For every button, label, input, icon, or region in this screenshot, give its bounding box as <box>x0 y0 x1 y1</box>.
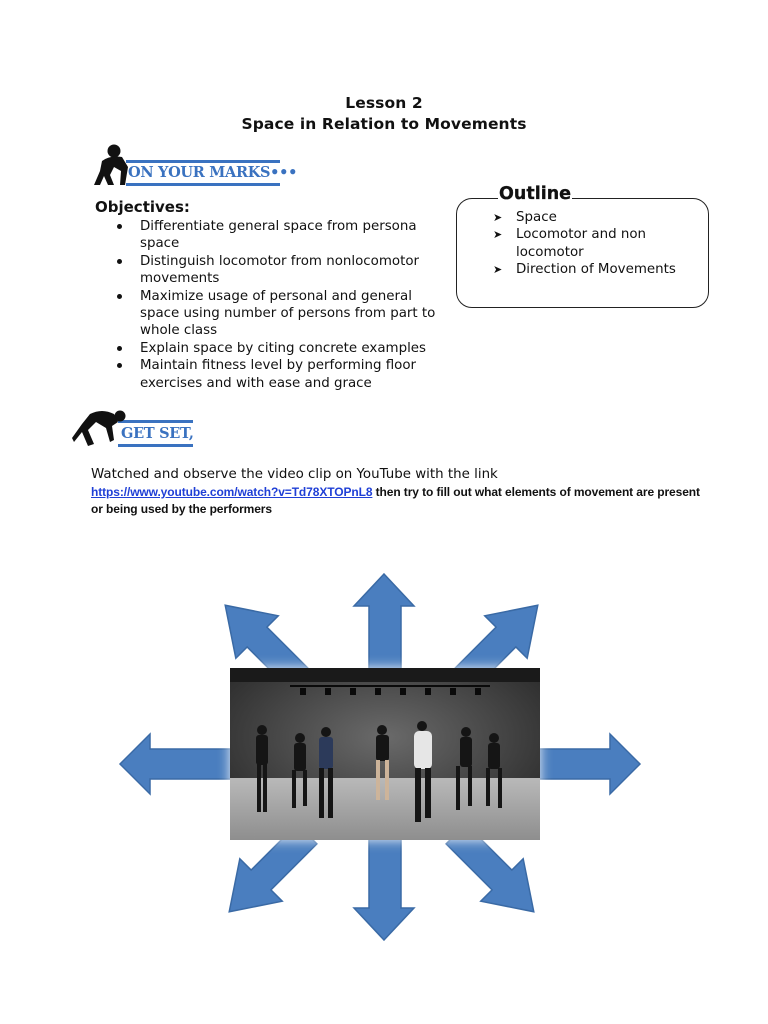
outline-item: ➤ Locomotor and non locomotor <box>493 227 647 260</box>
activity-intro: Watched and observe the video clip on YouTube with the link <box>91 467 498 482</box>
lesson-title: Space in Relation to Movements <box>241 115 527 133</box>
objective-item: Maintain fitness level by performing floor exercises and with ease and grace <box>112 357 442 392</box>
objective-item: Differentiate general space from persona space <box>112 218 442 253</box>
get-set-banner <box>72 406 196 450</box>
objectives-heading: Objectives: <box>95 198 190 216</box>
youtube-link[interactable]: https://www.youtube.com/watch?v=Td78XTOPnL8 <box>91 485 373 499</box>
arrow-right-icon <box>524 734 640 794</box>
get-set-label: GET SET, <box>121 425 194 442</box>
outline-list <box>493 209 703 279</box>
activity-rest-text: then try to fill out what elements of movement are present or being used by the performers <box>91 485 700 516</box>
arrow-up-icon <box>354 574 414 681</box>
arrow-down-icon <box>354 834 414 940</box>
arrowhead-bullet-icon: ➤ <box>493 211 503 224</box>
on-your-marks-label: ON YOUR MARKS••• <box>128 164 298 181</box>
arrowhead-bullet-icon: ➤ <box>493 263 503 277</box>
outline-item: ➤ Space <box>493 210 557 225</box>
objective-item: Maximize usage of personal and general space using number of persons from part to whole class <box>112 288 442 340</box>
outline-item: ➤ Direction of Movements <box>493 262 676 278</box>
activity-instructions <box>91 484 711 518</box>
objective-item: Explain space by citing concrete examples <box>112 340 442 357</box>
dance-video-thumbnail <box>230 668 540 840</box>
arrow-left-icon <box>120 734 236 794</box>
on-your-marks-banner <box>92 143 298 189</box>
objective-item: Distinguish locomotor from nonlocomotor movements <box>112 253 442 288</box>
lesson-number: Lesson 2 <box>345 94 423 112</box>
outline-title: Outline <box>499 184 572 204</box>
objectives-list <box>112 218 442 392</box>
arrowhead-bullet-icon: ➤ <box>493 228 503 242</box>
